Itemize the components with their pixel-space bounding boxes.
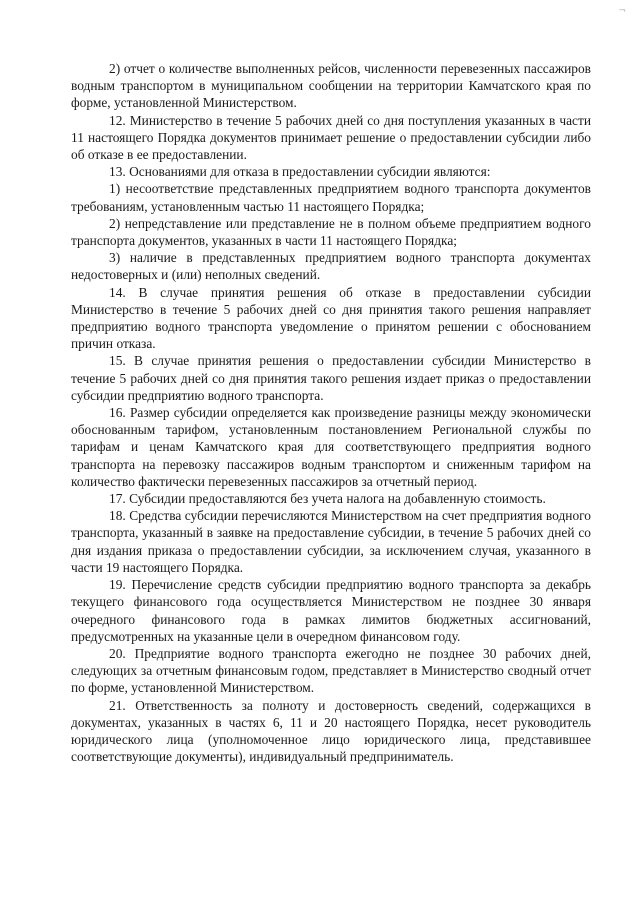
document-body bbox=[71, 60, 591, 765]
paragraph-13-item-3: 3) наличие в представленных предприятием водного транспорта документах недостоверных и (или) неполных сведений. bbox=[71, 250, 591, 283]
paragraph-14: 14. В случае принятия решения об отказе в предоставлении субсидии Министерство в течение 5 рабочих дней со дня принятия такого решения направляет предприятию водного транспорта уведомление о принятом решении с обоснованием причин отказа. bbox=[71, 284, 591, 352]
paragraph-16: 16. Размер субсидии определяется как произведение разницы между экономически обоснованным тарифом, установленным постановлением Региональной службы по тарифам и ценам Камчатского края для соответствующего предприятия водного транспорта на перевозку пассажиров водным транспортом и сниженным тарифом на количество фактически перевезенных пассажиров за отчетный период. bbox=[71, 405, 591, 489]
paragraph-20: 20. Предприятие водного транспорта ежегодно не позднее 30 рабочих дней, следующих за отчетным финансовым годом, представляет в Министерство сводный отчет по форме, установленной Министерством. bbox=[71, 645, 591, 696]
paragraph-13-item-2: 2) непредставление или представление не в полном объеме предприятием водного транспорта документов, указанных в части 11 настоящего Порядка; bbox=[71, 215, 591, 249]
paragraph-18: 18. Средства субсидии перечисляются Министерством на счет предприятия водного транспорта, указанный в заявке на предоставление субсидии, в течение 5 рабочих дней со дня издания приказа о предоставлении субсидии, за исключением случая, указанного в части 19 настоящего Порядка. bbox=[71, 508, 591, 575]
paragraph-item-2-report: 2) отчет о количестве выполненных рейсов, численности перевезенных пассажиров водным транспортом в муниципальном сообщении на территории Камчатского края по форме, установленной Министерством. bbox=[71, 61, 591, 111]
paragraph-15: 15. В случае принятия решения о предоставлении субсидии Министерство в течение 5 рабочих дней со дня принятия такого решения издает приказ о предоставлении субсидии предприятию водного транспорта. bbox=[71, 353, 591, 403]
paragraph-21: 21. Ответственность за полноту и достоверность сведений, содержащихся в документах, указанных в частях 6, 11 и 20 настоящего Порядка, несет руководитель юридического лица (уполномоченное лицо юридического лица, представившее соответствующие документы), индивидуальный предприниматель. bbox=[71, 697, 591, 765]
paragraph-17: 17. Субсидии предоставляются без учета налога на добавленную стоимость. bbox=[109, 491, 546, 507]
paragraph-13-item-1: 1) несоответствие представленных предприятием водного транспорта документов требованиям, установленным частью 11 настоящего Порядка; bbox=[71, 181, 591, 214]
scan-corner-mark: ¬ bbox=[618, 6, 626, 16]
paragraph-12: 12. Министерство в течение 5 рабочих дней со дня поступления указанных в части 11 настоящего Порядка документов принимает решение о предоставлении субсидии либо об отказе в ее предоставлении. bbox=[71, 112, 591, 163]
paragraph-13: 13. Основаниями для отказа в предоставлении субсидии являются: bbox=[109, 164, 491, 180]
paragraph-19: 19. Перечисление средств субсидии предприятию водного транспорта за декабрь текущего финансового года осуществляется Министерством не позднее 30 января очередного финансового года в рамках лимитов бюджетных ассигнований, предусмотренных на указанные цели в очередном финансовом году. bbox=[71, 577, 591, 644]
